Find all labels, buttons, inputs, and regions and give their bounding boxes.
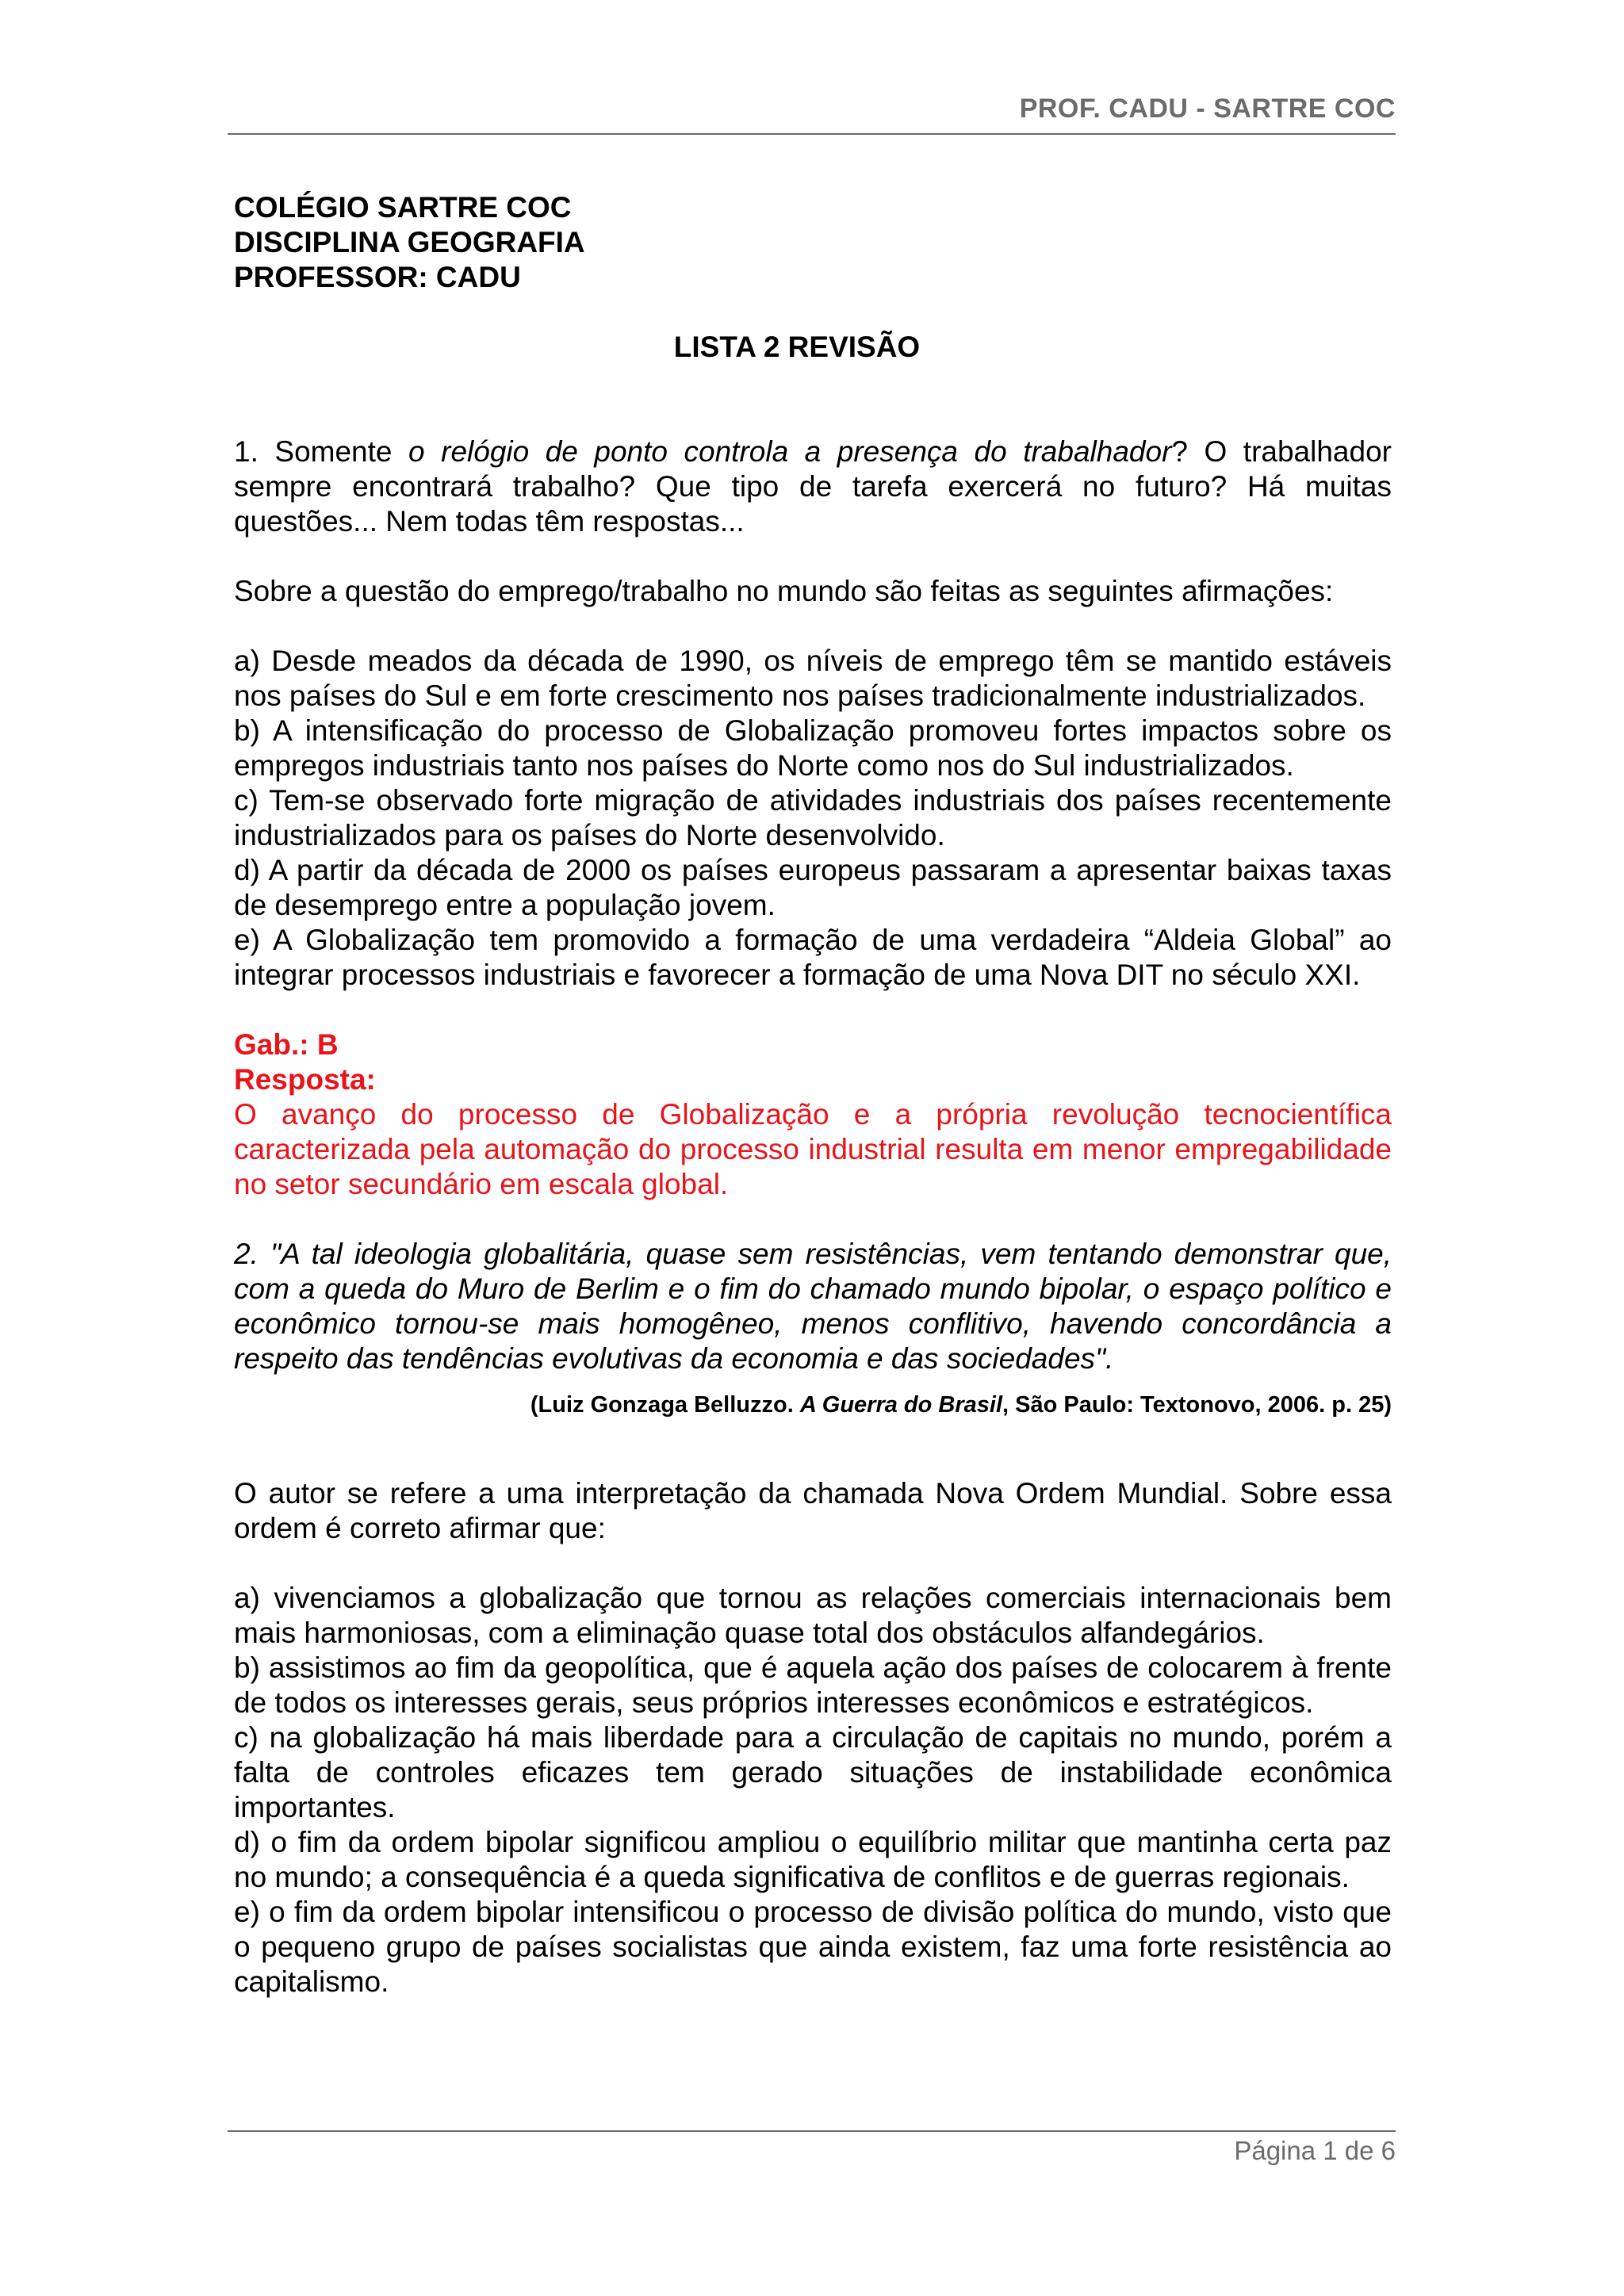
question-2-quote: 2. "A tal ideologia globalitária, quase sem resistências, vem tentando demonstrar que, com a queda do Muro de Berlim e o fim do chamado mundo bipolar, o espaço político e econômico tornou-se mais homogêneo, menos conflitivo, havendo concordância a respeito das tendências evolutivas da economia e das sociedades". bbox=[234, 1238, 1392, 1375]
question-1-gabarito: Gab.: B bbox=[234, 1028, 339, 1061]
question-1-intro: 1. Somente o relógio de ponto controla a presença do trabalhador? O trabalhador sempre encontrará trabalho? Que tipo de tarefa exercerá no futuro? Há muitas questões... Nem todas têm respostas... bbox=[234, 435, 1392, 538]
citation-book-title: A Guerra do Brasil bbox=[799, 1392, 1003, 1418]
question-1-stem: Sobre a questão do emprego/trabalho no mundo são feitas as seguintes afirmações: bbox=[234, 575, 1334, 607]
question-1-option-e: e) A Globalização tem promovido a formação de uma verdadeira “Aldeia Global” ao integrar processos industriais e favorecer a formação de uma Nova DIT no século XXI. bbox=[234, 924, 1392, 991]
question-1-option-d: d) A partir da década de 2000 os países europeus passaram a apresentar baixas taxas de desemprego entre a população jovem. bbox=[234, 854, 1392, 921]
question-1-option-a: a) Desde meados da década de 1990, os níveis de emprego têm se mantido estáveis nos países do Sul e em forte crescimento nos países tradicionalmente industrializados. bbox=[234, 645, 1392, 712]
question-2-option-d: d) o fim da ordem bipolar significou ampliou o equilíbrio militar que mantinha certa paz no mundo; a consequência é a queda significativa de conflitos e de guerras regionais. bbox=[234, 1826, 1392, 1893]
question-2-stem: O autor se refere a uma interpretação da chamada Nova Ordem Mundial. Sobre essa ordem é correto afirmar que: bbox=[234, 1477, 1392, 1544]
question-1-option-c: c) Tem-se observado forte migração de atividades industriais dos países recentemente industrializados para os países do Norte desenvolvido. bbox=[234, 784, 1392, 851]
question-1-option-b: b) A intensificação do processo de Globalização promoveu fortes impactos sobre os empregos industriais tanto nos países do Norte como nos do Sul industrializados. bbox=[234, 714, 1392, 782]
discipline: DISCIPLINA GEOGRAFIA bbox=[234, 226, 585, 258]
school-name: COLÉGIO SARTRE COC bbox=[234, 191, 572, 224]
question-1-resposta-label: Resposta: bbox=[234, 1063, 376, 1096]
question-1-intro-italic: o relógio de ponto controla a presença do trabalhador bbox=[408, 435, 1172, 468]
document-body bbox=[234, 190, 1392, 1999]
school-info bbox=[234, 190, 1392, 295]
footer-divider bbox=[228, 2130, 1396, 2132]
question-2-option-c: c) na globalização há mais liberdade para a circulação de capitais no mundo, porém a falta de controles eficazes tem gerado situações de instabilidade econômica importantes. bbox=[234, 1721, 1392, 1823]
list-title: LISTA 2 REVISÃO bbox=[673, 331, 921, 363]
question-1-resposta-text: O avanço do processo de Globalização e a própria revolução tecnocientífica caracterizada pela automação do processo industrial resulta em menor empregabilidade no setor secundário em escala global. bbox=[234, 1098, 1392, 1200]
page-header: PROF. CADU - SARTRE COC bbox=[1019, 94, 1396, 124]
question-2-option-a: a) vivenciamos a globalização que tornou as relações comerciais internacionais bem mais harmoniosas, com a eliminação quase total dos obstáculos alfandegários. bbox=[234, 1582, 1392, 1649]
professor: PROFESSOR: CADU bbox=[234, 261, 521, 293]
header-divider bbox=[228, 133, 1396, 135]
page-number: Página 1 de 6 bbox=[1234, 2136, 1396, 2165]
question-2-option-b: b) assistimos ao fim da geopolítica, que é aquela ação dos países de colocarem à frente de todos os interesses gerais, seus próprios interesses econômicos e estratégicos. bbox=[234, 1651, 1392, 1719]
question-2-citation: (Luiz Gonzaga Belluzzo. A Guerra do Brasil, São Paulo: Textonovo, 2006. p. 25) bbox=[530, 1392, 1392, 1418]
question-2-option-e: e) o fim da ordem bipolar intensificou o processo de divisão política do mundo, visto que o pequeno grupo de países socialistas que ainda existem, faz uma forte resistência ao capitalismo. bbox=[234, 1896, 1392, 1998]
